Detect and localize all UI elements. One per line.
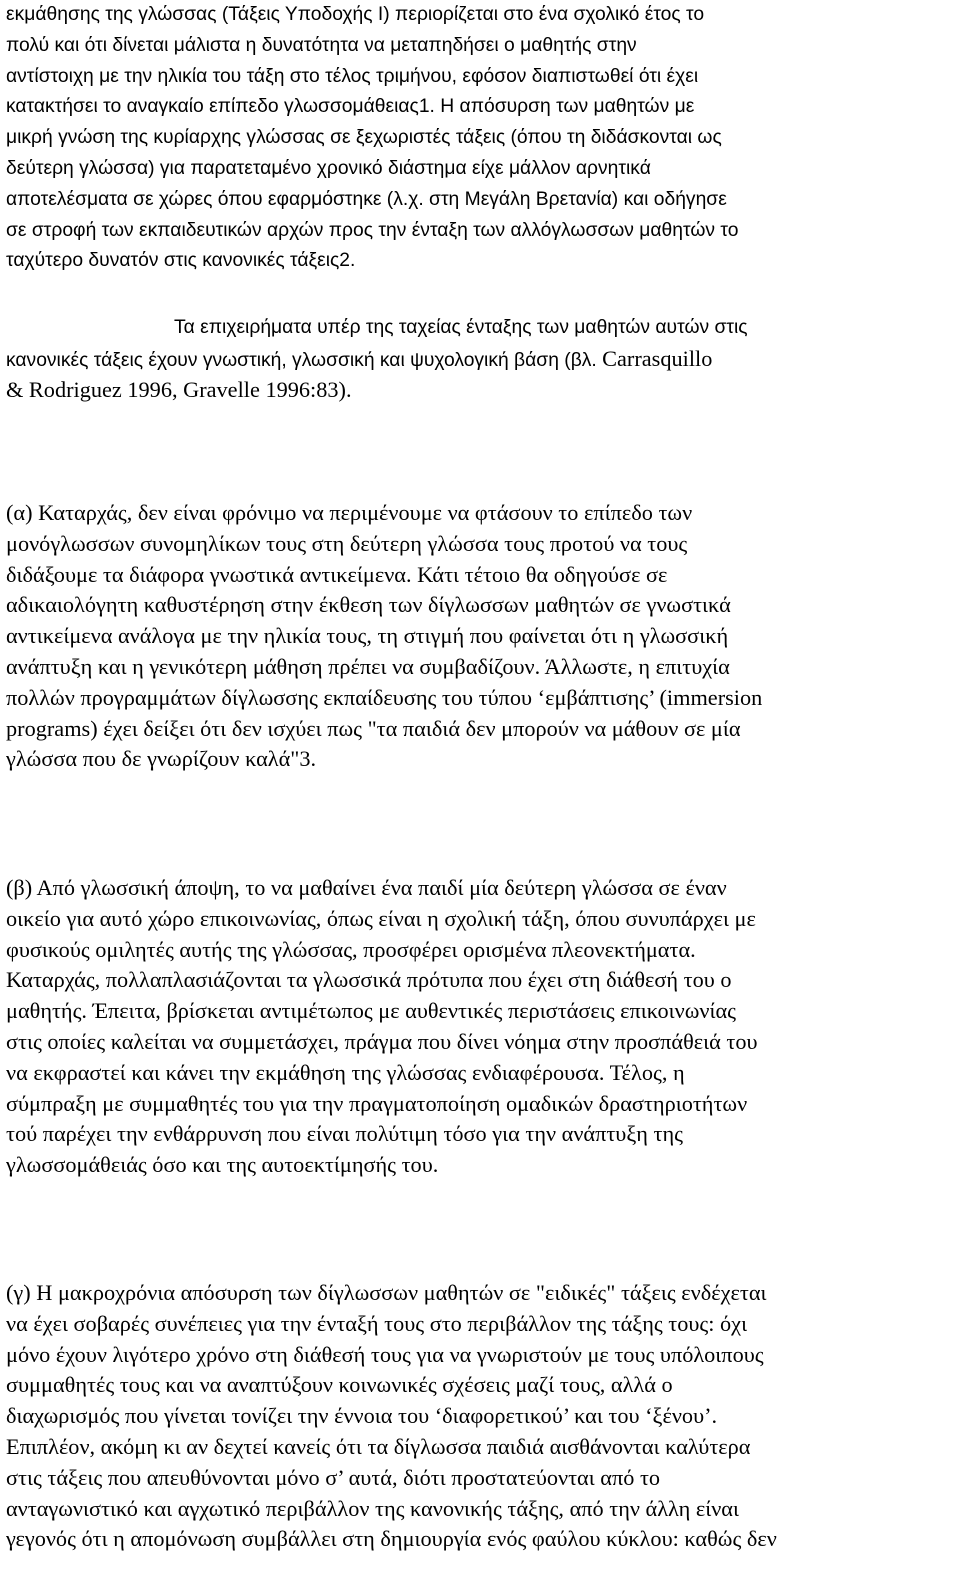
- text-line: δεύτερη γλώσσα) για παρατεταμένο χρονικό διάστημα είχε μάλλον αρνητικά: [6, 157, 651, 179]
- text-line: σύμπραξη με συμμαθητές του για την πραγματοποίηση ομαδικών δραστηριοτήτων: [6, 1090, 748, 1116]
- text-line-body: κανονικές τάξεις έχουν γνωστική, γλωσσική και ψυχολογική βάση (βλ.: [6, 349, 597, 371]
- text-line: ανταγωνιστικό και αγχωτικό περιβάλλον της κανονικής τάξης, από την άλλη είναι: [6, 1495, 739, 1521]
- text-line: τού παρέχει την ενθάρρυνση που είναι πολύτιμη τόσο για την ανάπτυξη της: [6, 1121, 683, 1147]
- text-line: στις τάξεις που απευθύνονται μόνο σ’ αυτά, διότι προστατεύονται από το: [6, 1464, 661, 1490]
- text-line: οικείο για αυτό χώρο επικοινωνίας, όπως είναι η σχολική τάξη, όπου συνυπάρχει με: [6, 905, 756, 931]
- paragraph-arguments: [6, 313, 748, 405]
- text-line: μικρή γνώση της κυρίαρχης γλώσσας σε ξεχωριστές τάξεις (όπου τη διδάσκονται ως: [6, 127, 722, 149]
- text-line: (α) Καταρχάς, δεν είναι φρόνιμο να περιμένουμε να φτάσουν το επίπεδο των: [6, 500, 693, 525]
- paragraph-reception-classes: [6, 0, 738, 277]
- text-line: αποτελέσματα σε χώρες όπου εφαρμόστηκε (λ.χ. στη Μεγάλη Βρετανία) και οδήγησε: [6, 188, 727, 210]
- text-line: διδάξουμε τα διάφορα γνωστικά αντικείμενα. Κάτι τέτοιο θα οδηγούσε σε: [6, 561, 668, 587]
- text-line: αδικαιολόγητη καθυστέρηση στην έκθεση των δίγλωσσων μαθητών σε γνωστικά: [6, 592, 731, 618]
- text-line: (β) Από γλωσσική άποψη, το να μαθαίνει ένα παιδί μία δεύτερη γλώσσα σε έναν: [6, 875, 727, 900]
- text-line: Καταρχάς, πολλαπλασιάζονται τα γλωσσικά πρότυπα που έχει στη διάθεσή του ο: [6, 967, 732, 993]
- text-line: κατακτήσει το αναγκαίο επίπεδο γλωσσομάθειας1. Η απόσυρση των μαθητών με: [6, 96, 695, 118]
- text-line: πολύ και ότι δίνεται μάλιστα η δυνατότητα να μεταπηδήσει ο μαθητής στην: [6, 34, 637, 56]
- text-line: ταχύτερο δυνατόν στις κανονικές τάξεις2.: [6, 250, 356, 272]
- paragraph-beta-linguistic: [6, 873, 758, 1181]
- text-line: πολλών προγραμμάτων δίγλωσσης εκπαίδευσης του τύπου ‘εμβάπτισης’ (immersion: [6, 684, 763, 710]
- text-line: εκμάθησης της γλώσσας (Τάξεις Υποδοχής Ι) περιορίζεται στο ένα σχολικό έτος το: [6, 4, 705, 25]
- paragraph-alpha-cognitive: [6, 498, 762, 775]
- text-line: φυσικούς ομιλητές αυτής της γλώσσας, προσφέρει ορισμένα πλεονεκτήματα.: [6, 936, 696, 962]
- text-line: στις οποίες καλείται να συμμετάσχει, πράγμα που δίνει νόημα στην προσπάθειά του: [6, 1028, 758, 1054]
- text-line: γλώσσα που δε γνωρίζουν καλά"3.: [6, 746, 317, 772]
- text-line: (γ) Η μακροχρόνια απόσυρση των δίγλωσσων μαθητών σε "ειδικές" τάξεις ενδέχεται: [6, 1280, 767, 1305]
- text-line: να εκφραστεί και κάνει την εκμάθηση της γλώσσας ενδιαφέρουσα. Τέλος, η: [6, 1059, 685, 1085]
- text-line: μονόγλωσσων συνομηλίκων τους στη δεύτερη γλώσσα τους προτού να τους: [6, 530, 688, 556]
- text-line: διαχωρισμός που γίνεται τονίζει την έννοια του ‘διαφορετικού’ και του ‘ξένου’.: [6, 1403, 718, 1429]
- text-line: να έχει σοβαρές συνέπειες για την ένταξή τους στο περιβάλλον της τάξης τους: όχι: [6, 1310, 748, 1336]
- citation-line: & Rodriguez 1996, Gravelle 1996:83).: [6, 376, 352, 402]
- paragraph-gamma-psychological: [6, 1278, 777, 1555]
- text-line: μαθητής. Έπειτα, βρίσκεται αντιμέτωπος με αυθεντικές περιστάσεις επικοινωνίας: [6, 998, 736, 1024]
- document-page: [6, 0, 954, 1593]
- citation-author: Carrasquillo: [602, 345, 713, 371]
- text-line: σε στροφή των εκπαιδευτικών αρχών προς την ένταξη των αλλόγλωσσων μαθητών το: [6, 219, 739, 241]
- text-line: [6, 344, 748, 375]
- text-line: γεγονός ότι η απομόνωση συμβάλλει στη δημιουργία ενός φαύλου κύκλου: καθώς δεν: [6, 1526, 777, 1552]
- text-line: Επιπλέον, ακόμη κι αν δεχτεί κανείς ότι τα δίγλωσσα παιδιά αισθάνονται καλύτερα: [6, 1433, 751, 1459]
- text-line: συμμαθητές τους και να αναπτύξουν κοινωνικές σχέσεις μαζί τους, αλλά ο: [6, 1372, 673, 1398]
- text-line: ανάπτυξη και η γενικότερη μάθηση πρέπει να συμβαδίζουν. Άλλωστε, η επιτυχία: [6, 653, 730, 679]
- text-line: αντίστοιχη με την ηλικία του τάξη στο τέλος τριμήνου, εφόσον διαπιστωθεί ότι έχει: [6, 65, 699, 87]
- text-line: Τα επιχειρήματα υπέρ της ταχείας ένταξης των μαθητών αυτών στις: [174, 317, 748, 338]
- text-line: programs) έχει δείξει ότι δεν ισχύει πως "τα παιδιά δεν μπορούν να μάθουν σε μία: [6, 715, 741, 741]
- text-line: γλωσσομάθειάς όσο και της αυτοεκτίμησής του.: [6, 1152, 439, 1178]
- text-line: μόνο έχουν λιγότερο χρόνο στη διάθεσή τους για να γνωριστούν με τους υπόλοιπους: [6, 1341, 764, 1367]
- text-line: αντικείμενα ανάλογα με την ηλικία τους, τη στιγμή που φαίνεται ότι η γλωσσική: [6, 623, 729, 649]
